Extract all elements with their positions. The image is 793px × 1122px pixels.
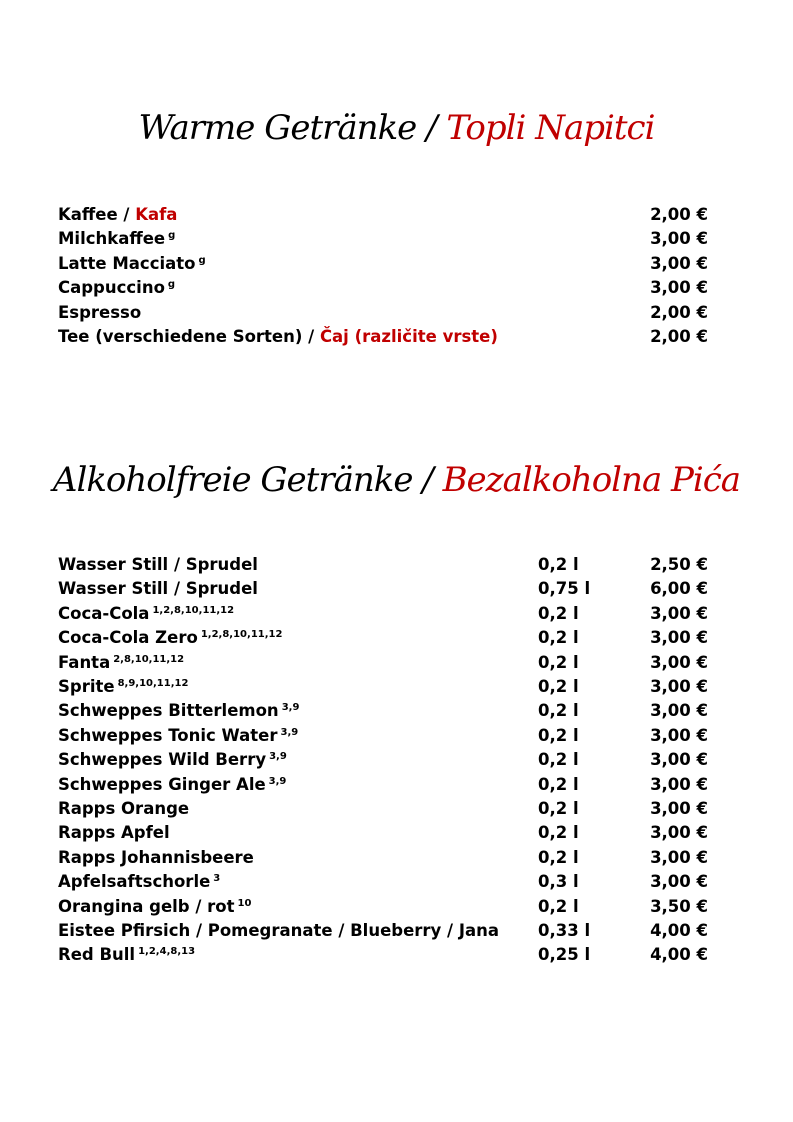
item-name-de: Rapps Orange bbox=[58, 799, 190, 818]
hot-heading-hr: Topli Napitci bbox=[446, 108, 655, 148]
item-price: 3,00 € bbox=[650, 229, 708, 249]
menu-item-row bbox=[58, 252, 718, 276]
item-name-de: Rapps Apfel bbox=[58, 823, 170, 843]
item-name bbox=[58, 602, 234, 626]
item-name bbox=[58, 870, 220, 894]
menu-item-row bbox=[58, 895, 718, 919]
additive-footnote: 1,2,8,10,11,12 bbox=[152, 604, 235, 616]
hot-heading-de: Warme Getränke / bbox=[138, 108, 447, 148]
menu-item-row bbox=[58, 553, 718, 577]
menu-item-row bbox=[58, 276, 718, 300]
item-name-de: Coca-Cola bbox=[58, 603, 150, 623]
item-volume: 0,2 l bbox=[538, 628, 579, 648]
menu-item-row bbox=[58, 577, 718, 601]
additive-footnote: g bbox=[167, 279, 176, 291]
item-price: 3,00 € bbox=[650, 750, 708, 770]
item-name bbox=[58, 203, 177, 227]
item-price: 3,00 € bbox=[650, 603, 708, 623]
item-name-de: Orangina gelb / rot bbox=[58, 896, 235, 916]
item-name bbox=[58, 651, 184, 675]
item-price: 2,00 € bbox=[650, 327, 708, 346]
hot-drinks-heading bbox=[0, 108, 793, 148]
item-price: 3,00 € bbox=[650, 823, 708, 843]
item-name-de: Kaffee / bbox=[58, 205, 136, 224]
item-name bbox=[58, 895, 251, 919]
additive-footnote: g bbox=[198, 254, 206, 266]
menu-item-row bbox=[58, 846, 718, 870]
item-name bbox=[58, 797, 189, 821]
menu-item-row bbox=[58, 626, 718, 650]
item-name bbox=[58, 699, 299, 723]
item-name-de: Eistee Pfirsich / Pomegranate / Blueberry / Jana bbox=[58, 921, 499, 940]
menu-item-row bbox=[58, 227, 718, 251]
item-price: 2,00 € bbox=[650, 302, 708, 322]
item-name bbox=[58, 301, 141, 325]
item-price: 3,00 € bbox=[650, 774, 708, 794]
item-volume: 0,2 l bbox=[538, 799, 579, 818]
item-name bbox=[58, 252, 206, 276]
item-price: 3,00 € bbox=[650, 799, 708, 818]
additive-footnote: 3,9 bbox=[268, 775, 287, 787]
additive-footnote: 3 bbox=[213, 873, 221, 885]
item-price: 3,00 € bbox=[650, 278, 708, 298]
item-volume: 0,2 l bbox=[538, 652, 579, 672]
item-name bbox=[58, 276, 175, 300]
menu-item-row bbox=[58, 724, 718, 748]
item-name-de: Rapps Johannisbeere bbox=[58, 847, 254, 867]
item-name-hr: Čaj (različite vrste) bbox=[319, 327, 498, 346]
item-volume: 0,2 l bbox=[538, 823, 579, 843]
item-name-de: Apfelsaftschorle bbox=[58, 872, 211, 892]
item-price: 3,50 € bbox=[650, 896, 708, 916]
item-name bbox=[58, 577, 258, 601]
item-volume: 0,2 l bbox=[538, 896, 579, 916]
item-volume: 0,25 l bbox=[538, 945, 591, 965]
item-name bbox=[58, 724, 298, 748]
item-price: 3,00 € bbox=[650, 872, 708, 892]
item-name bbox=[58, 919, 499, 943]
menu-item-row bbox=[58, 675, 718, 699]
item-price: 3,00 € bbox=[650, 253, 708, 273]
menu-item-row bbox=[58, 943, 718, 967]
item-name bbox=[58, 227, 175, 251]
item-price: 4,00 € bbox=[650, 921, 708, 940]
menu-item-row bbox=[58, 651, 718, 675]
item-volume: 0,2 l bbox=[538, 750, 579, 770]
item-price: 6,00 € bbox=[650, 579, 708, 599]
item-price: 3,00 € bbox=[650, 847, 708, 867]
item-name-de: Sprite bbox=[58, 677, 115, 696]
menu-item-row bbox=[58, 797, 718, 821]
menu-item-row bbox=[58, 919, 718, 943]
additive-footnote: 3,9 bbox=[280, 726, 299, 738]
item-name bbox=[58, 748, 287, 772]
menu-item-row bbox=[58, 748, 718, 772]
additive-footnote: 2,8,10,11,12 bbox=[113, 653, 185, 665]
item-name-de: Latte Macciato bbox=[58, 253, 196, 273]
item-name bbox=[58, 943, 195, 967]
item-name-de: Tee (verschiedene Sorten) / bbox=[58, 327, 320, 346]
menu-item-row bbox=[58, 699, 718, 723]
item-volume: 0,2 l bbox=[538, 677, 579, 696]
additive-footnote: 8,9,10,11,12 bbox=[117, 678, 189, 689]
item-name-de: Cappuccino bbox=[58, 278, 165, 298]
menu-item-row bbox=[58, 773, 718, 797]
item-price: 2,50 € bbox=[650, 555, 708, 574]
item-name-de: Red Bull bbox=[58, 945, 136, 965]
item-name-de: Milchkaffee bbox=[58, 229, 166, 249]
item-volume: 0,75 l bbox=[538, 579, 591, 599]
menu-item-row bbox=[58, 821, 718, 845]
item-name bbox=[58, 773, 286, 797]
item-price: 3,00 € bbox=[650, 652, 708, 672]
item-price: 3,00 € bbox=[650, 701, 708, 721]
item-name bbox=[58, 846, 254, 870]
item-name-de: Espresso bbox=[58, 302, 142, 322]
item-name bbox=[58, 821, 170, 845]
item-price: 3,00 € bbox=[650, 677, 708, 696]
additive-footnote: 10 bbox=[237, 897, 252, 909]
item-price: 3,00 € bbox=[650, 725, 708, 745]
item-name-de: Fanta bbox=[58, 652, 111, 672]
additive-footnote: 3,9 bbox=[269, 751, 287, 763]
item-name bbox=[58, 675, 188, 699]
menu-item-row bbox=[58, 325, 718, 349]
item-volume: 0,2 l bbox=[538, 555, 579, 574]
item-name-hr: Kafa bbox=[135, 205, 178, 224]
item-name-de: Schweppes Wild Berry bbox=[58, 750, 267, 770]
item-volume: 0,2 l bbox=[538, 603, 579, 623]
item-name-de: Wasser Still / Sprudel bbox=[58, 555, 258, 574]
additive-footnote: 1,2,4,8,13 bbox=[138, 946, 196, 958]
additive-footnote: 1,2,8,10,11,12 bbox=[200, 629, 283, 641]
item-volume: 0,3 l bbox=[538, 872, 579, 892]
item-name-de: Coca-Cola Zero bbox=[58, 628, 198, 648]
item-name bbox=[58, 626, 282, 650]
menu-item-row bbox=[58, 870, 718, 894]
item-volume: 0,2 l bbox=[538, 847, 579, 867]
menu-item-row bbox=[58, 203, 718, 227]
menu-item-row bbox=[58, 301, 718, 325]
item-name bbox=[58, 325, 498, 349]
item-name-de: Schweppes Bitterlemon bbox=[58, 701, 279, 721]
cold-heading-hr: Bezalkoholna Pića bbox=[442, 460, 741, 500]
item-name-de: Schweppes Tonic Water bbox=[58, 725, 278, 745]
item-volume: 0,33 l bbox=[538, 921, 591, 940]
menu-item-row bbox=[58, 602, 718, 626]
additive-footnote: 3,9 bbox=[281, 702, 300, 714]
item-name-de: Schweppes Ginger Ale bbox=[58, 774, 266, 794]
cold-heading-de: Alkoholfreie Getränke / bbox=[52, 460, 443, 500]
item-volume: 0,2 l bbox=[538, 774, 579, 794]
item-volume: 0,2 l bbox=[538, 701, 579, 721]
item-price: 4,00 € bbox=[650, 945, 708, 965]
item-volume: 0,2 l bbox=[538, 725, 579, 745]
item-name-de: Wasser Still / Sprudel bbox=[58, 579, 258, 599]
additive-footnote: g bbox=[168, 230, 176, 242]
item-price: 2,00 € bbox=[650, 205, 708, 224]
soft-drinks-heading bbox=[0, 460, 793, 500]
item-name bbox=[58, 553, 258, 577]
item-price: 3,00 € bbox=[650, 628, 708, 648]
